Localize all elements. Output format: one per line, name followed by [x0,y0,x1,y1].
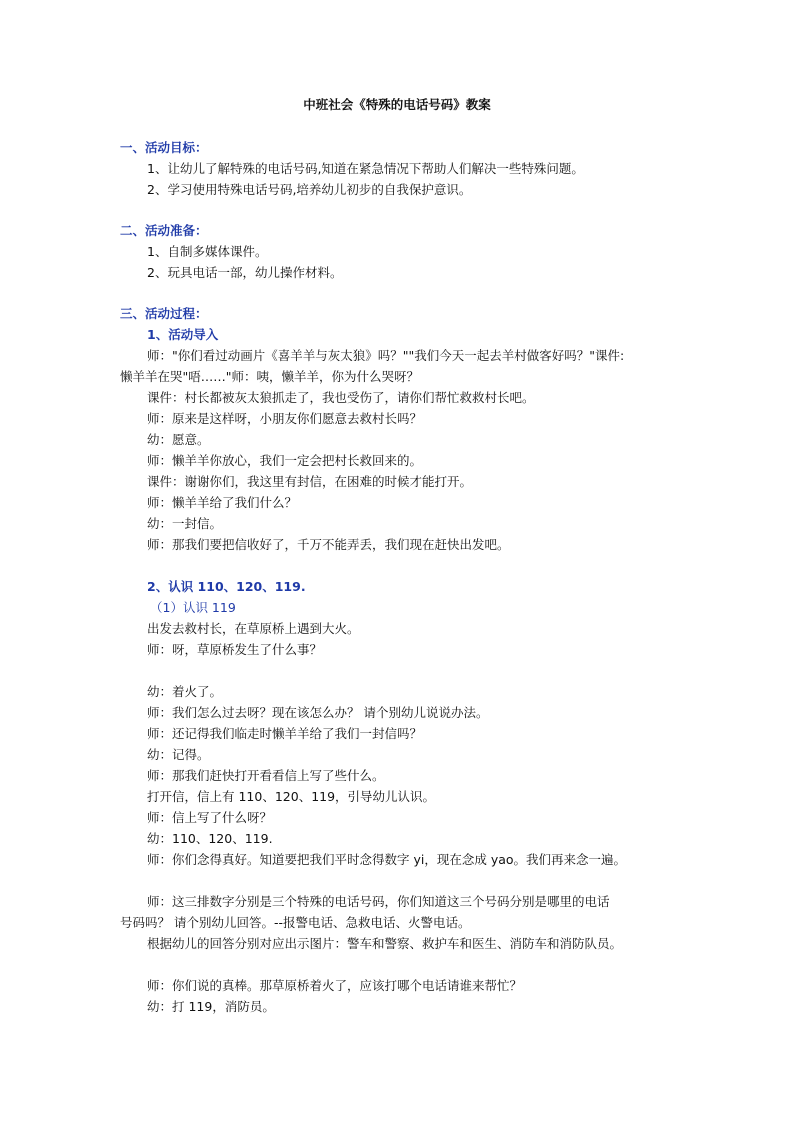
paragraph-line: 号码吗？ 请个别幼儿回答。--报警电话、急救电话、火警电话。 [120,915,471,930]
subsection-subtitle: （1）认识 119 [150,600,236,615]
section-objectives [120,137,680,200]
dialogue-line: 师：信上写了什么呀？ [147,810,273,825]
subsection-title: 2、认识 110、120、119. [147,579,306,594]
list-item: 2、玩具电话一部，幼儿操作材料。 [147,265,343,280]
subsection-title: 1、活动导入 [147,327,219,342]
list-item: 1、让幼儿了解特殊的电话号码,知道在紧急情况下帮助人们解决一些特殊问题。 [147,161,584,176]
dialogue-line: 幼：着火了。 [147,684,223,699]
list-item: 2、学习使用特殊电话号码,培养幼儿初步的自我保护意识。 [147,182,472,197]
dialogue-line: 师：我们怎么过去呀？现在该怎么办？ 请个别幼儿说说办法。 [147,705,489,720]
document-title: 中班社会《特殊的电话号码》教案 [303,97,491,112]
section-process [120,303,680,1017]
dialogue-line: 幼：愿意。 [147,432,210,447]
dialogue-line: 师：你们念得真好。知道要把我们平时念得数字 yi，现在念成 yao。我们再来念一遍。 [147,852,627,867]
paragraph-line: 根据幼儿的回答分别对应出示图片：警车和警察、救护车和医生、消防车和消防队员。 [147,936,623,951]
dialogue-line: 师：原来是这样呀，小朋友你们愿意去救村长吗？ [147,411,423,426]
dialogue-line: 师：还记得我们临走时懒羊羊给了我们一封信吗？ [147,726,423,741]
list-item: 1、自制多媒体课件。 [147,244,268,259]
dialogue-line: 课件：村长都被灰太狼抓走了，我也受伤了，请你们帮忙救救村长吧。 [147,390,535,405]
section-heading: 二、活动准备： [120,223,208,238]
dialogue-line: 出发去救村长，在草原桥上遇到大火。 [147,621,360,636]
paragraph-line: 师："你们看过动画片《喜羊羊与灰太狼》吗？""我们今天一起去羊村做客好吗？"课件: [147,348,625,363]
dialogue-line: 打开信，信上有 110、120、119，引导幼儿认识。 [147,789,436,804]
section-preparation [120,220,680,283]
dialogue-line: 幼：记得。 [147,747,210,762]
dialogue-line: 师：呀，草原桥发生了什么事？ [147,642,323,657]
dialogue-line: 师：那我们要把信收好了，千万不能弄丢，我们现在赶快出发吧。 [147,537,510,552]
dialogue-line: 幼：一封信。 [147,516,223,531]
section-heading: 一、活动目标： [120,140,208,155]
dialogue-line: 师：你们说的真棒。那草原桥着火了，应该打哪个电话请谁来帮忙？ [147,978,523,993]
dialogue-line: 师：懒羊羊你放心，我们一定会把村长救回来的。 [147,453,423,468]
paragraph-line: 师：这三排数字分别是三个特殊的电话号码，你们知道这三个号码分别是哪里的电话 [147,894,610,909]
section-heading: 三、活动过程： [120,306,208,321]
dialogue-line: 课件：谢谢你们，我这里有封信，在困难的时候才能打开。 [147,474,473,489]
dialogue-line: 幼：110、120、119. [147,831,273,846]
dialogue-line: 师：懒羊羊给了我们什么？ [147,495,298,510]
paragraph-line: 懒羊羊在哭"唔……"师：咦，懒羊羊，你为什么哭呀？ [120,369,419,384]
dialogue-line: 师：那我们赶快打开看看信上写了些什么。 [147,768,385,783]
dialogue-line: 幼：打 119，消防员。 [147,999,275,1014]
